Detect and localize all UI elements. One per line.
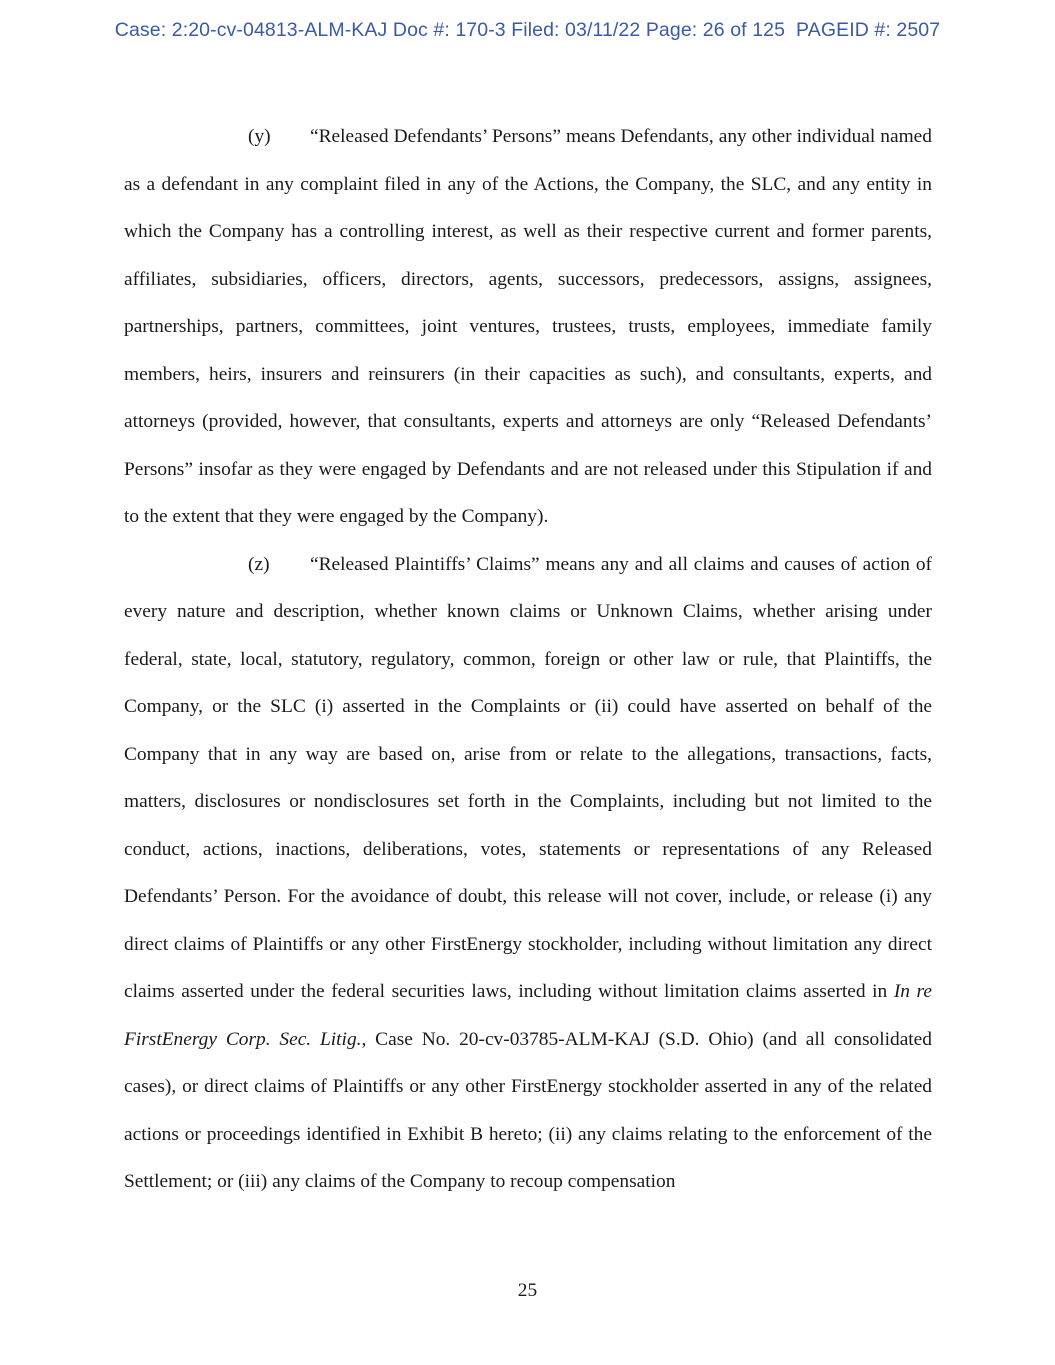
paragraph-label-y: (y): [248, 126, 271, 147]
case-header: Case: 2:20-cv-04813-ALM-KAJ Doc #: 170-3 Filed: 03/11/22 Page: 26 of 125 PAGEID #: 2507: [114, 19, 941, 41]
paragraph-label-z: (z): [248, 553, 270, 575]
page-number: 25: [517, 1280, 538, 1301]
paragraph-z-text-after-citation: , Case No. 20-cv-03785-ALM-KAJ (S.D. Ohio) (and all consolidated cases), or direct claims of Plaintiffs or any other FirstEnergy stockholder asserted in any of the related actions or proceedings identified in Exhibit B hereto; (ii) any claims relating to the enforcement of the Settlement; or (iii) any claims of the Company to recoup compensation: [124, 1028, 932, 1192]
document-body: [124, 113, 932, 1206]
paragraph-y-text: “Released Defendants’ Persons” means Defendants, any other individual named as a defendant in any complaint filed in any of the Actions, the Company, the SLC, and any entity in which the Company has a controlling interest, as well as their respective current and former parents, affiliates, subsidiaries, officers, directors, agents, successors, predecessors, assigns, assignees, partnerships, partners, committees, joint ventures, trustees, trusts, employees, immediate family members, heirs, insurers and reinsurers (in their capacities as such), and consultants, experts, and attorneys (provided, however, that consultants, experts and attorneys are only “Released Defendants’ Persons” insofar as they were engaged by Defendants and are not released under this Stipulation if and to the extent that they were engaged by the Company).: [124, 126, 932, 527]
paragraph-z-text-before-citation: “Released Plaintiffs’ Claims” means any and all claims and causes of action of every nature and description, whether known claims or Unknown Claims, whether arising under federal, state, local, statutory, regulatory, common, foreign or other law or rule, that Plaintiffs, the Company, or the SLC (i) asserted in the Complaints or (ii) could have asserted on behalf of the Company that in any way are based on, arise from or relate to the allegations, transactions, facts, matters, disclosures or nondisclosures set forth in the Complaints, including but not limited to the conduct, actions, inactions, deliberations, votes, statements or representations of any Released Defendants’ Person. For the avoidance of doubt, this release will not cover, include, or release (i) any direct claims of Plaintiffs or any other FirstEnergy stockholder, including without limitation any direct claims asserted under the federal securities laws, including without limitation claims asserted in: [124, 553, 932, 1002]
paragraph-z: [124, 541, 932, 1206]
case-citation: In re FirstEnergy Corp. Sec. Litig.: [124, 981, 932, 1050]
paragraph-y: [124, 113, 932, 541]
